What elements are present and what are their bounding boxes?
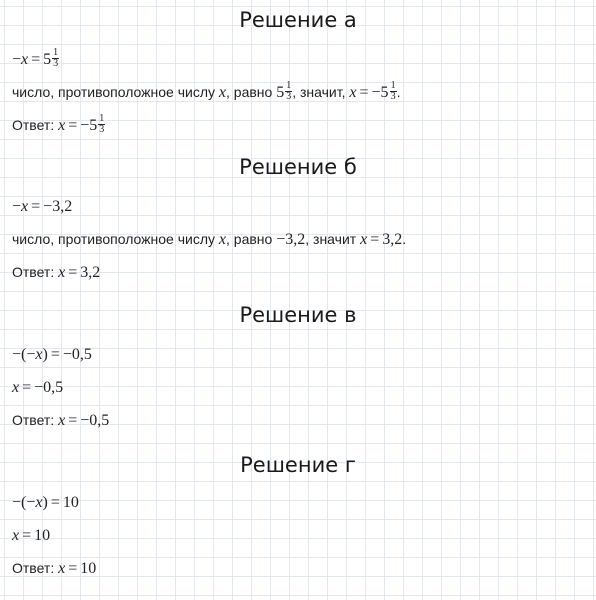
equation-lhs: −(−x) [12,494,48,511]
section-v-title: Решение в [239,303,357,327]
fraction: $\frac{1}{3}$ [286,79,292,102]
section-v-step: x = −0,5 [12,379,64,396]
fraction: $\frac{1}{3}$ [99,112,105,135]
fraction: $\frac{1}{3}$ [53,46,59,69]
section-a-title: Решение а [239,8,357,32]
section-v-equation: −(−x) = −0,5 [12,346,92,363]
section-b-answer: Ответ: x = 3,2 [12,264,101,281]
equation-lhs: −x [12,51,29,68]
section-g-equation: −(−x) = 10 [12,494,79,511]
section-a-explanation: число, противоположное числу x, равно 5 $\frac{1}{3}$ , значит, x = −5 $\frac{1}{3}$ . [12,79,401,102]
section-g-step: x = 10 [12,527,51,544]
equation-lhs: −(−x) [12,346,48,363]
section-b-title: Решение б [239,155,357,179]
section-v-answer: Ответ: x = −0,5 [12,412,110,429]
equation-lhs: −x [12,198,29,215]
section-a-answer: Ответ: x = −5 $\frac{1}{3}$ [12,112,105,135]
section-g-answer: Ответ: x = 10 [12,560,97,577]
section-b-equation: −x = −3,2 [12,198,73,215]
section-a-equation: −x = 5 $\frac{1}{3}$ [12,46,59,69]
section-b-explanation: число, противоположное числу x, равно −3,2, значит x = 3,2. [12,231,407,248]
section-g-title: Решение г [240,453,356,477]
fraction: $\frac{1}{3}$ [390,79,396,102]
